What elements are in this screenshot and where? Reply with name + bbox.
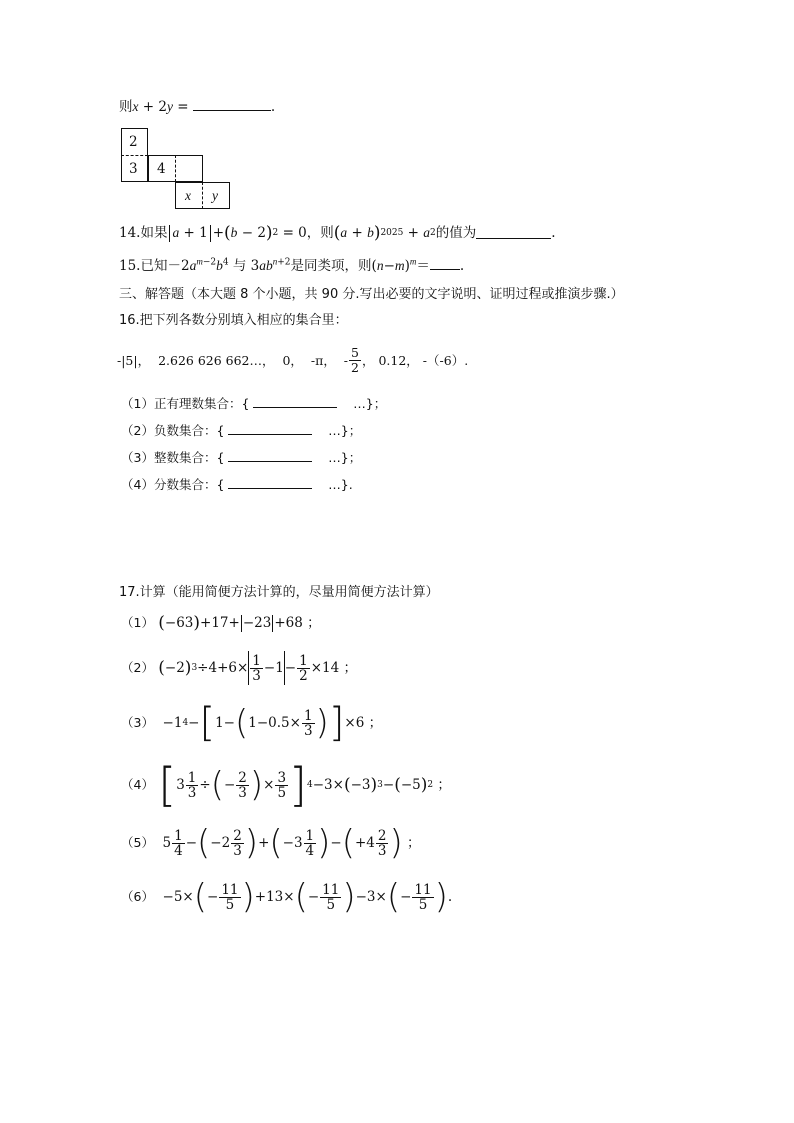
q17-item-6: （6） −5× ( − $\frac{11}{5}$ ) +13× ( − $\frac{11}{5}$ ) −3× ( − $\frac{11}{5}$ ) . [121, 877, 453, 917]
q15-text: 是同类项，则( [290, 258, 377, 274]
q13-var-x: x [132, 99, 139, 114]
answer-blank[interactable] [430, 257, 460, 270]
q15-text: 15.已知－2 [119, 258, 190, 274]
number-item: 0， [282, 352, 303, 368]
q17-item-5: （5） 5 $\frac{1}{4}$ − ( −2 $\frac{2}{3}$ ) + ( −3 $\frac{1}{4}$ ) − ( +4 $\frac{2}{3}$ ) ； [121, 823, 421, 863]
answer-blank[interactable] [193, 98, 271, 111]
q15-text: ) [404, 258, 410, 274]
number-item: -（-6）. [422, 352, 469, 368]
q13-prefix: 则 [119, 99, 133, 115]
section-heading: 三、解答题（本大题 8 个小题，共 90 分.写出必要的文字说明、证明过程或推演步骤.） [119, 287, 624, 302]
q16-numbers [117, 346, 468, 375]
q15-end: . [459, 258, 465, 274]
number-item: 0.12， [378, 352, 419, 368]
q16-title: 16.把下列各数分别填入相应的集合里： [119, 313, 348, 328]
number-item: ， [361, 352, 375, 368]
cube-net-label-y: y [212, 188, 218, 203]
cube-net-label-4: 4 [157, 161, 166, 177]
fold-line [202, 182, 203, 209]
answer-blank[interactable] [228, 422, 312, 435]
cube-net-label-2: 2 [129, 134, 138, 150]
fraction: $\frac{5}{2}$ [351, 345, 359, 375]
number-item: 2.626 626 662…， [158, 352, 275, 368]
q17-item-2: （2） ( −2 ) 3 ÷4+6× $\frac{1}{3}$ −1 − $\frac{1}{2}$ ×14 ； [121, 652, 357, 684]
q13-expr: + 2 [138, 99, 167, 115]
q13-line [119, 98, 275, 116]
number-item: -|5|， [117, 352, 151, 368]
set-row: （2）负数集合：{ …}； [121, 423, 362, 438]
q13-eq: = [172, 99, 193, 115]
q14-number: 14.如果 [119, 225, 168, 241]
answer-blank[interactable] [476, 228, 551, 239]
q15-text: 与 3 [232, 258, 260, 274]
fold-line [175, 155, 176, 182]
q17-item-3: （3） −1 4 − [ 1− ( 1−0.5× $\frac{1}{3}$ ) ] ×6 ； [121, 700, 383, 746]
fold-line [175, 182, 203, 183]
answer-blank[interactable] [228, 449, 312, 462]
q15-text: ＝ [416, 258, 430, 274]
set-row: （3）整数集合：{ …}； [121, 450, 362, 465]
fold-line [121, 155, 148, 156]
q13-var-y: y [166, 99, 173, 114]
frac-sign: - [343, 352, 349, 368]
cube-net-label-3: 3 [129, 161, 138, 177]
q13-end: . [270, 99, 276, 115]
q17-item-4: （4） [ 3 $\frac{1}{3}$ ÷ ( − $\frac{2}{3}$ ) × $\frac{3}{5}$ ] 4 −3× ( −3 ) 3 − ( −5 ) 2 ； [121, 758, 451, 812]
fold-line [148, 155, 149, 182]
q17-title: 17.计算（能用简便方法计算的，尽量用简便方法计算） [119, 585, 439, 600]
number-item: -π， [310, 352, 336, 368]
q15-line: 15.已知$-2a^{m-2}b^4$ 与 $3ab^{n+2}$是同类项，则$(n-m)^m=$ . [119, 256, 465, 274]
answer-blank[interactable] [253, 395, 337, 408]
set-row: （1）正有理数集合：{ …}； [121, 396, 387, 411]
q17-item-1: （1） ( −63 ) +17+ −23 +68 ； [121, 613, 321, 633]
cube-net-label-x: x [185, 188, 191, 203]
q14-tail: 的值为 [435, 225, 477, 241]
q14-end: . [551, 225, 556, 241]
q14-mid: ，则 [306, 225, 334, 241]
q14-line: 14.如果 a + 1 + ( b − 2 ) 2 = 0 ，则 ( a + b ) 2025 + a 2 的值为 . [119, 223, 556, 243]
answer-blank[interactable] [228, 476, 312, 489]
set-row: （4）分数集合：{ …}. [121, 477, 353, 492]
